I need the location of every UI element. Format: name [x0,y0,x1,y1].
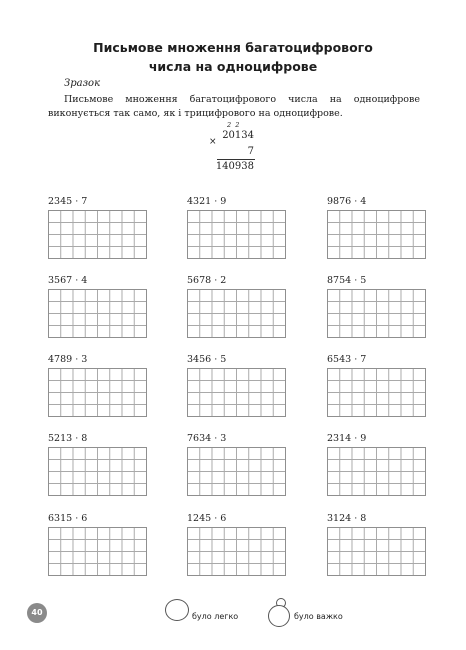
task-label: 3456 · 5 [187,354,227,365]
page-title [0,38,466,76]
task [187,512,287,576]
title-line-1: Письмове множення багатоцифрового [93,40,373,55]
task [327,274,427,338]
hard-circle-icon[interactable] [268,605,290,627]
task-label: 5213 · 8 [48,433,88,444]
answer-grid[interactable] [48,527,147,576]
task [48,195,148,259]
product: 140938 [215,161,254,172]
task-label: 6543 · 7 [327,354,367,365]
task-label: 2314 · 9 [327,433,367,444]
task [48,512,148,576]
task-label: 6315 · 6 [48,513,88,524]
task [187,432,287,496]
task [187,353,287,417]
answer-grid[interactable] [327,527,426,576]
answer-grid[interactable] [327,368,426,417]
task [48,353,148,417]
task-label: 4789 · 3 [48,354,88,365]
task [327,195,427,259]
answer-grid[interactable] [327,289,426,338]
answer-grid[interactable] [187,289,286,338]
sample-text: Письмове множення багатоцифрового числа на одноцифрове виконується так само, як і трицифрового на одноцифрове. [48,94,420,119]
answer-grid[interactable] [48,210,147,259]
answer-grid[interactable] [187,210,286,259]
task-label: 5678 · 2 [187,275,227,286]
task-label: 1245 · 6 [187,513,227,524]
task-label: 3567 · 4 [48,275,88,286]
answer-grid[interactable] [327,447,426,496]
task [327,432,427,496]
answer-grid[interactable] [187,447,286,496]
answer-grid[interactable] [48,289,147,338]
hard-label: було важко [294,612,343,621]
task-label: 3124 · 8 [327,513,367,524]
answer-grid[interactable] [187,527,286,576]
page-number: 40 [27,603,47,623]
result-line [217,159,255,160]
multiplication-example [205,121,265,175]
task [187,274,287,338]
task [327,512,427,576]
task-label: 2345 · 7 [48,196,88,207]
carry-digits: 2 2 [227,121,241,129]
task-label: 4321 · 9 [187,196,227,207]
sample-label: Зразок [64,78,101,89]
answer-grid[interactable] [187,368,286,417]
multiplicand: 20134 [222,130,254,141]
answer-grid[interactable] [48,368,147,417]
task [48,274,148,338]
title-line-2: числа на одноцифрове [148,59,318,74]
multiplier: 7 [247,146,254,157]
task-label: 8754 · 5 [327,275,367,286]
task [187,195,287,259]
task-label: 7634 · 3 [187,433,227,444]
task [327,353,427,417]
task-label: 9876 · 4 [327,196,367,207]
task [48,432,148,496]
easy-label: було легко [192,612,239,621]
answer-grid[interactable] [327,210,426,259]
answer-grid[interactable] [48,447,147,496]
easy-circle-icon[interactable] [165,599,189,621]
multiply-sign: × [209,137,217,147]
